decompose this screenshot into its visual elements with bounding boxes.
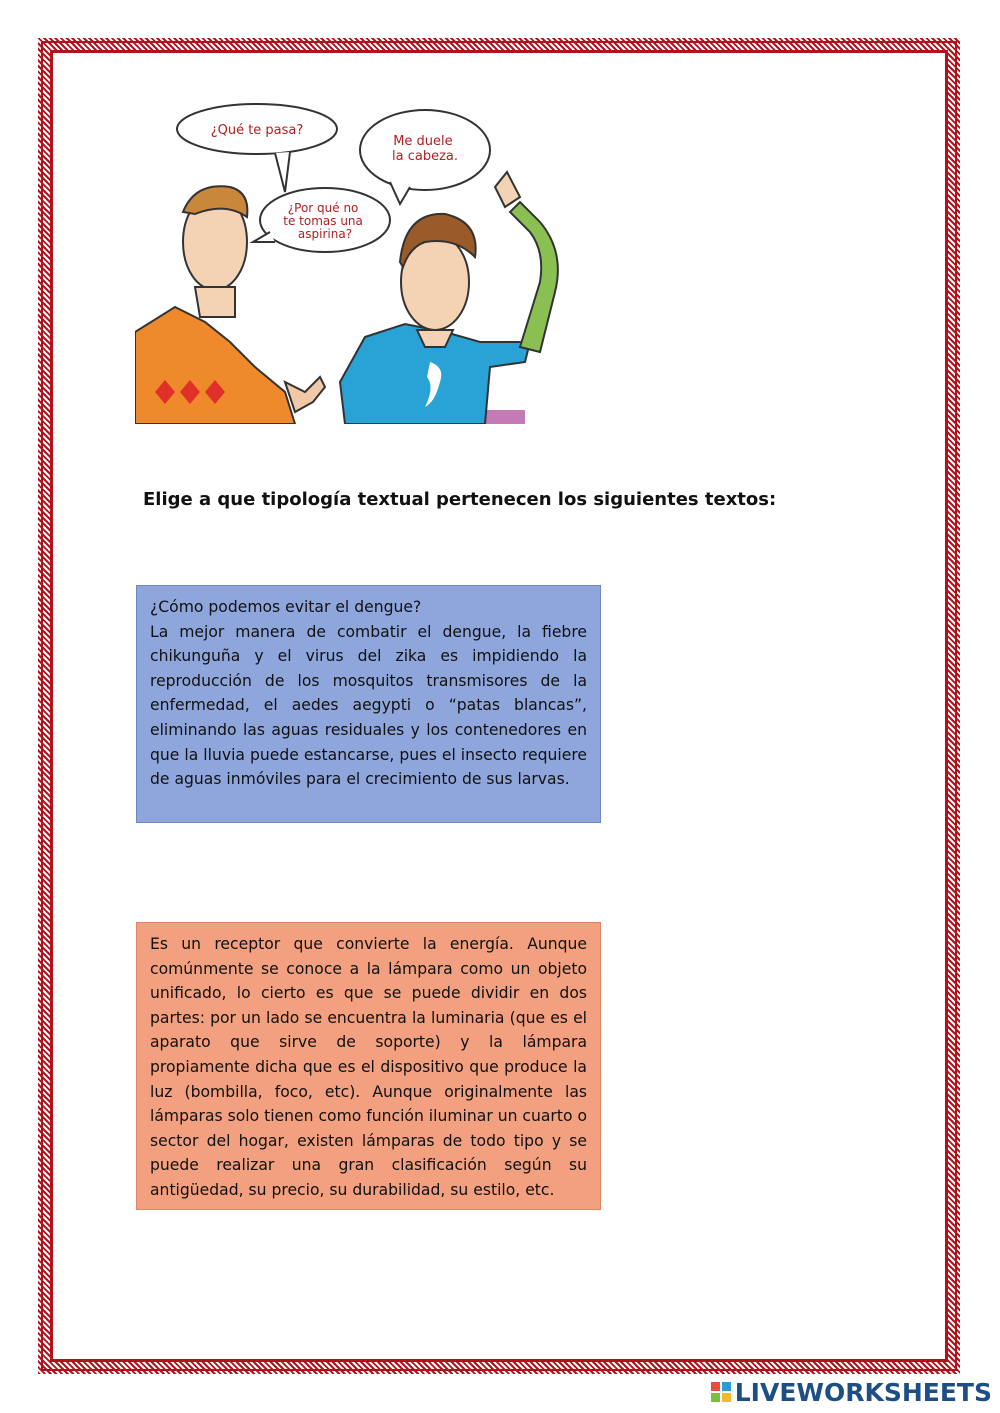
svg-text:Me duele la cabeza. [392, 134, 458, 164]
bubble-aspirina-line-2: te tomas una [283, 214, 363, 228]
text-box-lampara [136, 922, 601, 1210]
comic-illustration [135, 92, 560, 424]
bubble-que-te-pasa-text: ¿Qué te pasa? [210, 123, 304, 138]
text-box-dengue-question: ¿Cómo podemos evitar el dengue? [150, 598, 422, 616]
instruction-heading: Elige a que tipología textual pertenecen los siguientes textos: [143, 489, 777, 510]
logo-squares-icon [711, 1382, 731, 1402]
bubble-aspirina-line-1: ¿Por qué no [287, 201, 359, 215]
text-box-dengue-body: La mejor manera de combatir el dengue, la fiebre chikunguña y el virus del zika es impidiendo la reproducción de los mosquitos transmisores de la enfermedad, el aedes aegypti o “patas blancas”, eliminando las aguas residuales y los contenedores en que la lluvia puede estancarse, pues el insecto requiere de aguas inmóviles para el crecimiento de sus larvas. [150, 622, 587, 789]
liveworksheets-logo [711, 1377, 992, 1407]
text-box-lampara-body: Es un receptor que convierte la energía. Aunque comúnmente se conoce a la lámpara como un objeto unificado, lo cierto es que se puede dividir en dos partes: por un lado se encuentra la luminaria (que es el aparato que sirve de soporte) y la lámpara propiamente dicha que es el dispositivo que produce la luz (bombilla, foco, etc). Aunque originalmente las lámparas solo tienen como función iluminar un cuarto o sector del hogar, existen lámparas de todo tipo y se puede realizar una gran clasificación según su antigüedad, su precio, su durabilidad, su estilo, etc. [150, 935, 587, 1199]
text-box-dengue [136, 585, 601, 823]
logo-brand-text: LIVEWORKSHEETS [734, 1377, 992, 1407]
bubble-me-duele-line-1: Me duele [393, 134, 453, 149]
bubble-aspirina-line-3: aspirina? [297, 227, 353, 241]
bubble-me-duele-line-2: la cabeza. [392, 149, 458, 164]
